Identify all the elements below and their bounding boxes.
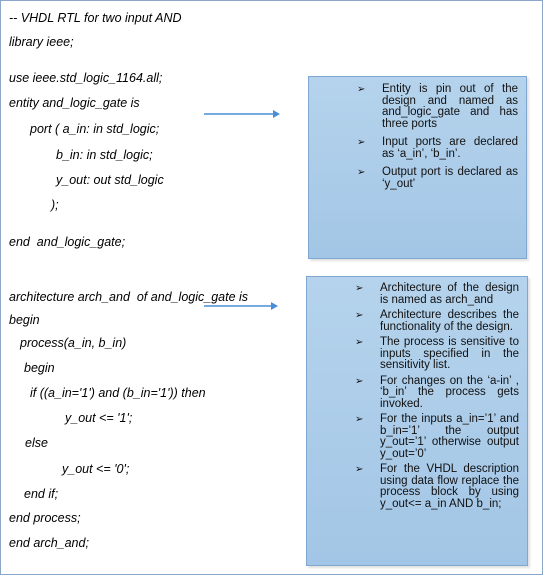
note-item: ➢ Architecture of the design is named as arch_and [355, 282, 519, 306]
arrow-right-icon [204, 109, 280, 119]
entity-arrow [204, 114, 280, 115]
arrow-bullet-icon: ➢ [357, 167, 366, 178]
note-item: ➢ For changes on the ‘a-in’ , ‘b_in’ the process gets invoked. [355, 374, 519, 410]
code-line: begin [9, 313, 40, 327]
code-line: else [25, 436, 48, 450]
code-line: end arch_and; [9, 536, 89, 550]
code-line: y_out: out std_logic [56, 173, 164, 187]
arrow-bullet-icon: ➢ [355, 414, 364, 425]
code-line: y_out <= '0'; [62, 462, 130, 476]
code-line: -- VHDL RTL for two input AND [9, 11, 182, 25]
code-line: end and_logic_gate; [9, 235, 126, 249]
arrow-bullet-icon: ➢ [355, 464, 364, 475]
code-line: ); [51, 198, 59, 212]
note-item: ➢ Architecture describes the functionality of the design. [355, 309, 519, 333]
code-line: library ieee; [9, 35, 74, 49]
code-line: process(a_in, b_in) [20, 336, 127, 350]
arrow-right-icon [204, 301, 278, 311]
code-line: b_in: in std_logic; [56, 148, 153, 162]
note-item: ➢ Input ports are declared as ‘a_in’, ‘b_in’. [357, 136, 518, 160]
arrow-bullet-icon: ➢ [357, 137, 366, 148]
code-line: end if; [24, 487, 59, 501]
code-line: architecture arch_and of and_logic_gate is [9, 290, 249, 304]
code-line: begin [24, 361, 55, 375]
arrow-bullet-icon: ➢ [355, 375, 364, 387]
code-line: port ( a_in: in std_logic; [30, 122, 160, 136]
code-line: entity and_logic_gate is [9, 96, 140, 110]
code-line: use ieee.std_logic_1164.all; [9, 71, 163, 85]
arrow-bullet-icon: ➢ [357, 84, 366, 95]
code-line: y_out <= '1'; [65, 411, 133, 425]
arrow-bullet-icon: ➢ [355, 337, 364, 348]
note-item: ➢ For the VHDL description using data flow replace the process block by using y_out<= a_in AND b_in; [355, 463, 519, 510]
arrow-bullet-icon: ➢ [355, 310, 364, 321]
code-line: if ((a_in='1') and (b_in='1')) then [30, 386, 206, 400]
note-item: ➢ Output port is declared as ‘y_out’ [357, 166, 518, 190]
code-line: end process; [9, 511, 81, 525]
architecture-arrow [204, 306, 278, 307]
entity-notes-box [308, 76, 527, 259]
note-item: ➢ The process is sensitive to inputs specified in the sensitivity list. [355, 336, 519, 371]
arrow-bullet-icon: ➢ [355, 283, 364, 294]
architecture-notes-box [306, 276, 528, 566]
note-item: ➢ Entity is pin out of the design and named as and_logic_gate and has three ports [357, 83, 518, 130]
note-item: ➢ For the inputs a_in=’1’ and b_in=’1’ the output y_out=’1’ otherwise output y_out=’0’ [355, 413, 519, 460]
